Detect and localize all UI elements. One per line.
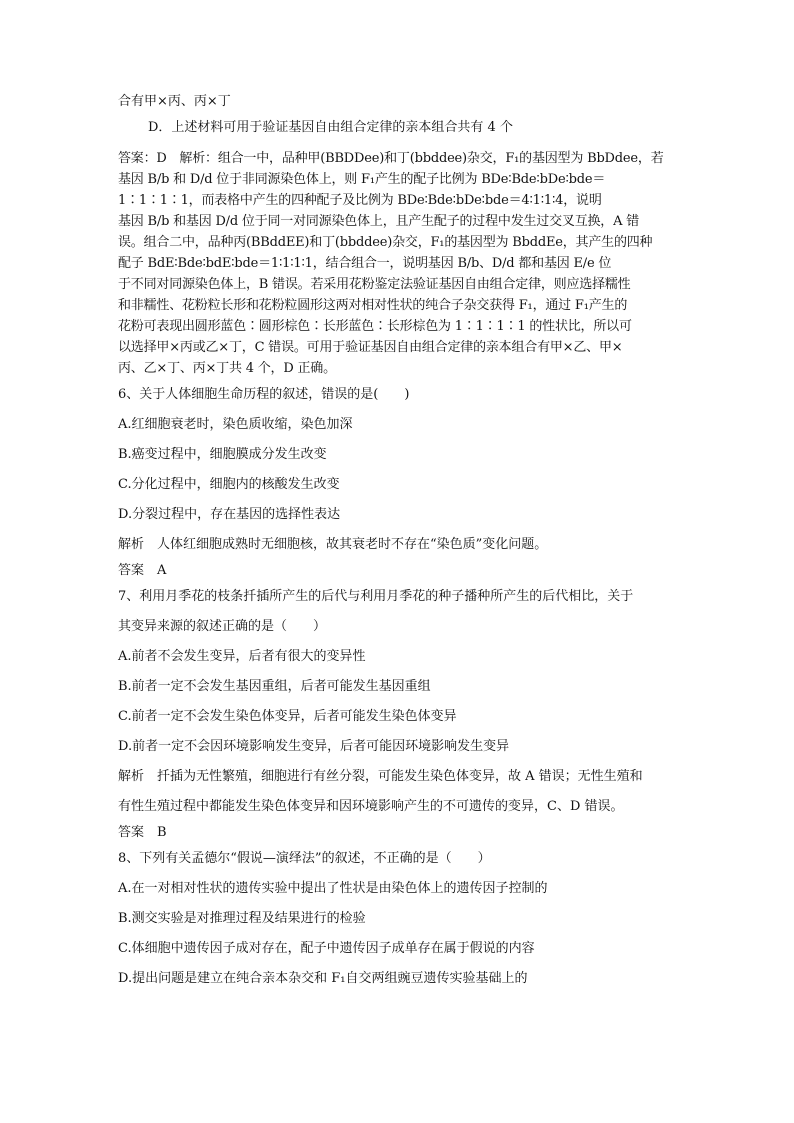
- prev-answer-block: [118, 148, 680, 379]
- question-stem: 8、下列有关孟德尔“假说—演绎法”的叙述，不正确的是（ ）: [118, 851, 491, 866]
- answer: 答案 A: [118, 563, 167, 578]
- option-d: D.分裂过程中，存在基因的选择性表达: [118, 507, 341, 522]
- option-a: A.在一对相对性状的遗传实验中提出了性状是由染色体上的遗传因子控制的: [118, 881, 548, 896]
- option-d: D.提出问题是建立在纯合亲本杂交和 F₁自交两组豌豆遗传实验基础上的: [118, 971, 528, 986]
- answer-line: 答案：D 解析：组合一中，品种甲(BBDDee)和丁(bbddee)杂交，F₁的基因型为 BbDdee，若: [118, 151, 664, 166]
- analysis: 解析 人体红细胞成熟时无细胞核，故其衰老时不存在“染色质”变化问题。: [118, 537, 548, 552]
- analysis: 有性生殖过程中都能发生染色体变异和因环境影响产生的不可遗传的变异，C、D 错误。: [118, 799, 624, 814]
- answer-line: 配子 BdE∶Bde∶bdE∶bde＝1∶1∶1∶1，结合组合一，说明基因 B/b、D/d 都和基因 E/e 位: [118, 256, 612, 271]
- option-c: C.体细胞中遗传因子成对存在，配子中遗传因子成单存在属于假说的内容: [118, 941, 535, 956]
- option-a: A.前者不会发生变异，后者有很大的变异性: [118, 649, 366, 664]
- prev-option-d: D．上述材料可用于验证基因自由组合定律的亲本组合共有 4 个: [148, 120, 513, 135]
- answer-line: 于不同对同源染色体上，B 错误。若采用花粉鉴定法验证基因自由组合定律，则应选择糯性: [118, 277, 631, 292]
- analysis: 解析 扦插为无性繁殖，细胞进行有丝分裂，可能发生染色体变异，故 A 错误；无性生殖和: [118, 769, 643, 784]
- answer-line: 丙、乙×丁、丙×丁共 4 个，D 正确。: [118, 361, 336, 376]
- question-7: [118, 587, 680, 843]
- option-c: C.前者一定不会发生染色体变异，后者可能发生染色体变异: [118, 709, 457, 724]
- answer-line: 误。组合二中，品种丙(BBddEE)和丁(bbddee)杂交，F₁的基因型为 BbddEe，其产生的四种: [118, 235, 653, 250]
- option-b: B.癌变过程中，细胞膜成分发生改变: [118, 447, 327, 462]
- question-stem: 其变异来源的叙述正确的是（ ）: [118, 619, 327, 634]
- question-6: [118, 385, 680, 581]
- answer-line: 基因 B/b 和 D/d 位于非同源染色体上，则 F₁产生的配子比例为 BDe∶Bde∶bDe∶bde＝: [118, 172, 606, 187]
- prev-question-tail: 合有甲×丙、丙×丁: [118, 94, 231, 109]
- answer-line: 基因 B/b 和基因 D/d 位于同一对同源染色体上，且产生配子的过程中发生过交叉互换，A 错: [118, 214, 640, 229]
- option-c: C.分化过程中，细胞内的核酸发生改变: [118, 477, 340, 492]
- question-8: [118, 849, 680, 989]
- answer: 答案 B: [118, 825, 167, 840]
- answer-line: 花粉可表现出圆形蓝色∶圆形棕色∶长形蓝色∶长形棕色为 1∶1∶1∶1 的性状比，所以可: [118, 319, 632, 334]
- answer-line: 1∶1∶1∶1，而表格中产生的四种配子及比例为 BDe∶Bde∶bDe∶bde＝4∶1∶1∶4，说明: [118, 193, 602, 208]
- answer-line: 以选择甲×丙或乙×丁，C 错误。可用于验证基因自由组合定律的亲本组合有甲×乙、甲×: [118, 340, 623, 355]
- option-d: D.前者一定不会因环境影响发生变异，后者可能因环境影响发生变异: [118, 739, 510, 754]
- answer-line: 和非糯性、花粉粒长形和花粉粒圆形这两对相对性状的纯合子杂交获得 F₁，通过 F₁产生的: [118, 298, 628, 313]
- question-stem: 6、关于人体细胞生命历程的叙述，错误的是( ): [118, 387, 410, 402]
- option-b: B.前者一定不会发生基因重组，后者可能发生基因重组: [118, 679, 431, 694]
- question-stem: 7、利用月季花的枝条扦插所产生的后代与利用月季花的种子播种所产生的后代相比，关于: [118, 589, 634, 604]
- option-b: B.测交实验是对推理过程及结果进行的检验: [118, 911, 366, 926]
- option-a: A.红细胞衰老时，染色质收缩，染色加深: [118, 417, 353, 432]
- document-page: [118, 92, 680, 989]
